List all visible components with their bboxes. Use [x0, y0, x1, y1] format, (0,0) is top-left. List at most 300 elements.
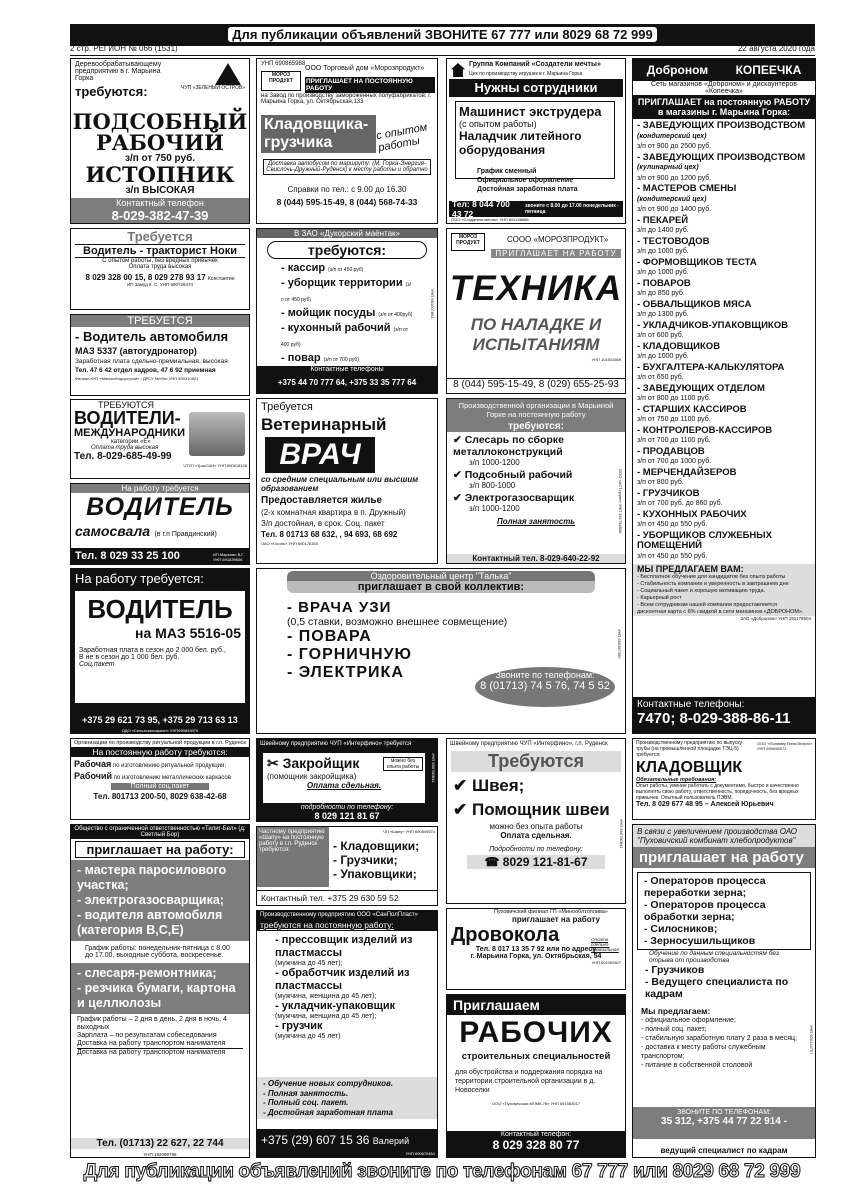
ad-org: Оздоровительный центр "Талька"	[287, 571, 595, 581]
benefit: Достойная заработная плата	[477, 186, 578, 193]
job-list	[447, 432, 625, 517]
pay: Зарплата – по результатам собеседования	[77, 1032, 217, 1039]
job-title: - кухонный рабочий	[281, 322, 394, 334]
job-title: Швея;	[471, 776, 525, 795]
job-title: ВОДИТЕЛЬ	[86, 493, 234, 521]
pay: Заработная плата сдельно-премиальная, высокая	[75, 358, 228, 365]
ad-tilig-bel	[70, 824, 250, 1158]
ad-mpmk-workers	[446, 994, 626, 1158]
contact-label: Контактный телефон:	[500, 1131, 572, 1138]
salary: (з/п от 400руб)	[378, 312, 413, 318]
job-title: - ГРУЗЧИКОВ	[637, 487, 700, 499]
unp: ООО «ПолимерТехноЭнерго» УНП 690655572	[757, 741, 813, 751]
ad-req: требуются на постоянную работу:	[257, 919, 437, 931]
salary: з/п до 1000 руб.	[637, 353, 689, 360]
salary: з/п от 800 руб.	[637, 479, 684, 486]
job-title: - СТАРШИХ КАССИРОВ	[637, 403, 747, 415]
job-note: (кондитерский цех)	[637, 132, 707, 140]
ad-org: Группа Компаний «Создатели мечты»	[469, 61, 601, 68]
phone: +375 29 621 73 95, +375 29 713 63 13	[82, 715, 238, 725]
job-title: - Грузчиков	[645, 964, 705, 976]
phone: Тел. 47 6 42 отдел кадров, 47 6 92 приемная	[75, 367, 216, 374]
ad-org: Швейному предприятию ЧУП «Интерфино», г.п. Руденск	[450, 741, 608, 747]
list-item	[637, 342, 811, 363]
job-title: - ГОРНИЧНУЮ	[287, 646, 413, 663]
unp: УНП 691007891	[430, 289, 435, 319]
ad-req: На постоянную работу требуются:	[71, 747, 249, 757]
job-list	[71, 963, 249, 1014]
ad-interfino-cutter	[256, 738, 438, 822]
unp: УНП 101501669	[591, 357, 621, 362]
phone-icon: ☎	[484, 855, 500, 869]
job-title: ✔ Электрогазосварщик	[453, 492, 575, 504]
ad-org: СООО «МОРОЗПРОДУКТ»	[507, 235, 609, 244]
job-title: - водителя автомобиля (категория В,С,Е)	[77, 908, 223, 937]
ad-req: требуются:	[447, 421, 625, 432]
job-title: - Силосников;	[644, 923, 718, 935]
job-title: - УБОРЩИКОВ СЛУЖЕБНЫХ ПОМЕЩЕНИЙ	[637, 529, 772, 551]
phone: +375 (29) 607 15 36	[261, 1133, 370, 1147]
offer-item: - Стабильность компании и уверенность в завтрашнем дне	[637, 581, 789, 587]
salary: з/п от 700 до 1100 руб.	[637, 437, 711, 444]
ad-maz-5337	[70, 314, 250, 396]
salary: з/п до 1000 руб.	[637, 269, 689, 276]
list-item	[637, 384, 811, 405]
benefit: - Достойная заработная плата	[263, 1107, 393, 1117]
salary: (з/п от 450 руб)	[281, 282, 412, 303]
job-title: - ЗАВЕДУЮЩИХ ОТДЕЛОМ	[637, 382, 765, 394]
list-item	[453, 492, 619, 513]
offer-item: - доставка к месту работы служебным транспортом;	[641, 1044, 766, 1060]
job-title: - Кладовщики;	[333, 839, 420, 853]
salary: з/п 1000-1200	[469, 458, 520, 467]
benefit: Соц.пакет	[79, 661, 115, 668]
offer-item: - полный соц. пакет;	[641, 1026, 707, 1033]
ad-interfino-seamstress	[446, 738, 626, 904]
job-title: - КОНТРОЛЕРОВ-КАССИРОВ	[637, 424, 773, 436]
ad-org: Общество с ограниченной ответственностью «Тилиг-Бел» (д. Светлый Бор)	[71, 825, 249, 839]
ad-morozproduct-storekeeper	[256, 58, 438, 224]
issue-date: 22 августа 2020 года	[737, 44, 815, 53]
job-note: можно без опыта работы	[489, 822, 583, 831]
job-title: ИСТОПНИК	[85, 162, 235, 187]
job-title: Кладовщика-грузчика	[261, 115, 376, 153]
offer-item: - Социальный пакет и хорошую мотивацию труда.	[637, 588, 766, 594]
unp: УНП 690780841	[619, 819, 624, 849]
benefit: Официальное оформление	[477, 177, 574, 184]
list-item	[453, 434, 619, 467]
ad-org: ООО Торговый дом «Морозпродукт»	[305, 65, 425, 72]
list-item	[637, 321, 811, 342]
offer-item: - Всем сотрудникам нашей компании предоставляется	[637, 602, 777, 608]
list-item	[637, 531, 811, 563]
contact-name: ведущий специалист по кадрам	[660, 1146, 788, 1155]
job-note: (0,5 ставки, возможно внешнее совмещение)	[287, 616, 508, 628]
ad-noki-tractor	[70, 228, 250, 310]
pay: Заработная плата в сезон до 2 000 бел. руб.,	[79, 647, 226, 654]
ad-metal-workshop	[446, 398, 626, 564]
ad-org: Организации по производству ритуальной продукции в г.п. Руденск	[74, 740, 246, 746]
ad-maz-5516	[70, 568, 250, 734]
job-title: - МАСТЕРОВ СМЕНЫ	[637, 183, 737, 194]
ad-lesok	[70, 58, 250, 224]
job-title: ВОДИТЕЛИ-	[74, 408, 181, 428]
job-title: МЕЖДУНАРОДНИКИ	[74, 427, 186, 439]
requirements: С опытом работы, без вредных привычек	[102, 258, 218, 264]
job-note: (мужчина, женщина до 45 лет);	[275, 1013, 377, 1020]
top-banner: Для публикации объявлений ЗВОНИТЕ 67 777 или 8029 68 72 999	[70, 24, 815, 46]
unp: ОАО «Гоголь» УНП 600176165	[261, 541, 318, 546]
list-item	[637, 405, 811, 426]
job-title: - КЛАДОВЩИКОВ	[637, 340, 721, 352]
unp: ЗАО «Доброном» УНП 191178504	[740, 616, 811, 621]
job-title: - резчика бумаги, картона и целлюлозы	[77, 981, 236, 1010]
job-title: - ВРАЧА УЗИ	[287, 599, 392, 616]
job-title: ✔ Подсобный рабочий	[453, 469, 573, 481]
job-note: (кондитерский цех)	[637, 195, 707, 203]
job-title: - ПОВАРА	[287, 628, 372, 645]
offer-item: - Карьерный рост	[637, 595, 682, 601]
phone: Тел. 8 029 33 25 100	[71, 548, 249, 564]
ad-req: ТРЕБУЕТСЯ	[71, 315, 249, 327]
salary: з/п 800-1000	[469, 481, 516, 490]
check-icon: ✔	[453, 776, 468, 795]
pay: Оплата сдельная.	[306, 781, 382, 790]
ad-invite: приглашает в свой коллектив:	[287, 581, 595, 593]
phone: Тел. 8 017 13 35 7 92 или по адресу	[475, 946, 597, 953]
ad-polimertechnoenergo	[632, 738, 816, 820]
job-desc: по изготовлению ритуальной продукции;	[112, 763, 227, 769]
bus-info: Доставка автобусом по маршруту: (М. Горка-Энергия-Свислочь-Дружный-Руденск) к месту работы и обратно	[263, 159, 431, 175]
location: (в г.п Правдинский)	[154, 531, 217, 538]
list-item	[637, 184, 811, 216]
salary: з/п от 700 до 1000 руб.	[637, 458, 712, 465]
unp: УНП 690387350	[617, 629, 622, 659]
salary: з/п до 1400 руб.	[637, 227, 689, 234]
job-title: - кассир	[281, 262, 329, 274]
job-note: (мужчина, женщина до 45 лет);	[275, 993, 377, 1000]
phone: +375 44 70 777 64, +375 33 35 777 64	[257, 373, 437, 393]
salary: (з/п от 400 руб)	[281, 327, 408, 348]
pay: Оплата сдельно-премиальная	[591, 937, 619, 952]
ad-invite: ПРИГЛАШАЕТ НА ПОСТОЯННУЮ РАБОТУ	[305, 77, 435, 93]
offer-item: дисконтная карта с 6% скидкой в сети магазинов «ДОБРОНОМ».	[637, 609, 804, 615]
phone: Тел: 8 044 700 43 72	[452, 199, 510, 219]
ad-sanpolplast	[256, 910, 438, 1158]
employment: Полная занятость	[496, 517, 576, 526]
phone: Тел. 8 029 677 48 95 – Алексей Юрьевич	[636, 801, 774, 808]
job-title: РАБОЧИХ	[459, 1016, 613, 1049]
benefit: Полный соц.пакет	[111, 783, 209, 790]
job-title: - Операторов процесса обработки зерна;	[644, 899, 766, 923]
list-item	[453, 469, 619, 490]
ad-sozdateli-mechty	[446, 58, 626, 224]
job-title: - ЗАВЕДУЮЩИХ ПРОИЗВОДСТВОМ	[637, 151, 806, 163]
ad-req: На работу требуется	[71, 484, 249, 493]
list-item	[281, 262, 413, 277]
contact-label: Контактные телефоны:	[637, 699, 745, 710]
list-item	[637, 300, 811, 321]
unp: ИП Марыгин В.Г. УНП 691839606	[213, 552, 245, 562]
ad-invite: Приглашаем	[447, 995, 625, 1015]
list-item	[637, 153, 811, 185]
ad-shapu	[256, 826, 438, 906]
offer-item: - питание в собственной столовой	[641, 1062, 753, 1069]
ad-org: Пуховичский филиал ГП «Минооблтоплива»	[493, 909, 608, 915]
contact-label: ЗВОНИТЕ ПО ТЕЛЕФОНАМ:	[677, 1109, 771, 1116]
job-title: КЛАДОВЩИК	[636, 759, 743, 776]
job-title: ВОДИТЕЛЬ	[87, 594, 233, 624]
job-desc: для обустройства и поддержания порядка на территории строительной организации в д. Новоселки	[455, 1069, 603, 1094]
phone: Тел. (01713) 22 627, 22 744	[71, 1138, 249, 1149]
job-title: - Упаковщики;	[333, 867, 417, 881]
salary: з/п до 850 руб.	[637, 290, 685, 297]
ad-minoblteplo	[446, 908, 626, 990]
contact-name: Валерий	[372, 1136, 410, 1146]
job-title: - электрогазосварщика;	[77, 893, 224, 907]
offer-item: - официальное оформление;	[641, 1017, 736, 1024]
offer-heading: Мы предлагаем:	[641, 1006, 711, 1016]
job-title: - ПРОДАВЦОВ	[637, 445, 705, 457]
phone: Тел. 8 01713 68 632, , 94 693, 68 692	[261, 530, 398, 539]
transport: Доставка на работу транспортом нанимателя	[77, 1048, 243, 1057]
job-subtitle: ИСПЫТАНИЯМ	[472, 335, 600, 354]
website-link[interactable]	[71, 223, 249, 224]
list-item	[275, 1000, 419, 1020]
job-title: Водитель - тракторист Ноки	[75, 244, 245, 258]
job-title: Наладчик литейного оборудования	[459, 129, 582, 157]
truck-icon	[189, 412, 245, 456]
job-title: Рабочий	[74, 771, 113, 781]
list-item	[275, 934, 419, 967]
unp: ООО «Пуховичская МПМК-78» УНП 691583017	[492, 1101, 580, 1106]
job-title: - ОБВАЛЬЩИКОВ МЯСА	[637, 298, 752, 310]
offer-list	[633, 1016, 815, 1070]
ad-sub: Цех по производству игрушек в г. Марьина Горка	[469, 71, 583, 77]
phone: 8 029 278 93 17	[147, 273, 206, 282]
salary: з/п от 450 до 550 руб.	[637, 521, 708, 528]
pay: Оплата труда высокая	[91, 445, 159, 451]
job-title: - ЭЛЕКТРИКА	[287, 664, 404, 681]
ad-talka	[256, 568, 626, 734]
ad-org: В ЗАО «Дукорский маёнтак»	[257, 229, 437, 238]
job-title: - уборщик территории	[281, 277, 406, 289]
bottom-banner: Для публикации объявлений звоните по телефонам 67 777 или 8029 68 72 999	[83, 1161, 801, 1182]
ad-req: требуются:	[75, 84, 148, 99]
list-item	[637, 237, 811, 258]
job-title: ПОДСОБНЫЙ	[72, 109, 248, 134]
unp: УНП 192099786	[143, 1152, 177, 1157]
salary: з/п от 900 до 2500 руб.	[637, 143, 712, 150]
salary: з/п от 750 руб.	[124, 153, 196, 164]
ad-puhovichi-kombinat	[632, 824, 816, 1158]
ad-invite: приглашает на работу	[633, 847, 815, 868]
contact-name: Константин	[207, 276, 235, 282]
list-item	[637, 426, 811, 447]
job-title: Рабочая	[74, 759, 112, 769]
offer-heading: МЫ ПРЕДЛАГАЕМ ВАМ:	[633, 564, 815, 574]
page-header	[70, 44, 815, 56]
list-item	[637, 363, 811, 384]
ad-org: Деревообрабатывающему предприятию в г. Марьина Горка	[75, 61, 162, 82]
salary: з/п от 750 до 1100 руб.	[637, 416, 711, 423]
job-title: ТЕХНИКА	[449, 269, 623, 308]
phone: 8 029 328 00 15,	[85, 273, 146, 282]
benefit-list	[257, 1077, 437, 1119]
unp: ООО «АСТ групп» УНП 191764808	[618, 469, 623, 534]
ad-req: ТРЕБУЮТСЯ	[97, 400, 154, 410]
ad-invite: приглашает на работу	[512, 915, 600, 924]
contact-label: Подробности по телефону:	[489, 846, 583, 853]
job-title: - грузчик	[275, 1020, 323, 1032]
ad-ritual	[70, 738, 250, 820]
job-list	[333, 839, 419, 881]
phone: Контактный тел. 8-029-640-22-92	[447, 554, 625, 563]
job-title: - Грузчики;	[333, 853, 398, 867]
job-title: - ПЕКАРЕЙ	[637, 214, 689, 226]
ad-dukor	[256, 228, 438, 394]
job-list	[637, 872, 811, 950]
job-title: Помощник швеи	[471, 800, 610, 819]
phone: Тел. 801713 200-50, 8029 638-42-68	[93, 792, 227, 801]
contact-label: Звоните по телефонам:	[495, 670, 595, 680]
offer-list	[633, 574, 815, 616]
hours: звоните с 8.00 до 17.00 понедельник - пятница	[525, 203, 619, 215]
requirements-heading: Обязательные требования:	[636, 777, 717, 783]
job-note: Обучение по данным специальностям без отрыва от производства	[649, 950, 779, 964]
job-title: - ФОРМОВЩИКОВ ТЕСТА	[637, 256, 757, 268]
list-item	[637, 447, 811, 468]
salary: з/п 1000-1200	[469, 504, 520, 513]
moroz-logo: МОРОЗ ПРОДУКТ	[451, 233, 485, 251]
ad-morozproduct-technician	[446, 228, 626, 394]
job-title: - КУХОННЫХ РАБОЧИХ	[637, 508, 747, 520]
job-subtitle: строительных специальностей	[461, 1051, 611, 1062]
job-note: можно без опыта работы	[383, 757, 423, 771]
unp: УНП 600124707	[809, 1025, 814, 1055]
job-title: - ПОВАРОВ	[637, 277, 691, 289]
job-title: - укладчик-упаковщик	[275, 1000, 396, 1012]
phone: 8 029 328 80 77	[492, 1138, 580, 1152]
job-title: ВРАЧ	[265, 437, 375, 473]
vehicle-model: МАЗ 5337 (автогудронатор)	[75, 346, 197, 356]
list-item	[637, 121, 811, 153]
ad-org: Производственному предприятию по выпуску трубы (на промышленной площадке ТЭЦ-5) требуется:	[636, 740, 743, 758]
salary: з/п ВЫСОКАЯ	[125, 185, 195, 196]
list-item	[637, 279, 811, 300]
job-title: - ТЕСТОВОДОВ	[637, 235, 710, 247]
job-title: - слесаря-ремонтника;	[77, 966, 217, 980]
job-title: РАБОЧИЙ	[96, 130, 224, 155]
job-title: - МЕРЧЕНДАЙЗЕРОВ	[637, 466, 737, 478]
unp: ООО «Создатели мечты» УНП 691158688	[451, 217, 529, 222]
offer-item: - Бесплатное обучение для кандидатов без опыта работы	[637, 574, 786, 580]
tree-icon	[215, 63, 241, 85]
category: категории «Е»	[111, 439, 151, 445]
schedule: График работы – 2 дня в день, 2 дня в ночь, 4 выходных	[77, 1016, 227, 1031]
experience: с опытом работы	[375, 121, 429, 155]
benefit: Предоставляется жилье	[261, 495, 383, 506]
unp: УНП 690865988	[261, 61, 306, 67]
job-title: - БУХГАЛТЕРА-КАЛЬКУЛЯТОРА	[637, 361, 785, 373]
list-item	[281, 277, 413, 307]
job-title: Машинист экструдера	[459, 104, 602, 119]
kopeechka-logo: КОПЕЕЧКА	[735, 63, 802, 77]
phone: Контактный тел. +375 29 630 59 52	[257, 890, 437, 905]
transport: Доставка на работу транспортом нанимателя	[77, 1040, 226, 1047]
offer-item: - стабильную заработную плату 2 раза в месяц;	[641, 1035, 797, 1042]
pay: В не в сезон до 1 000 бел. руб.	[79, 654, 180, 661]
job-note: (мужчина до 45 лет)	[275, 1033, 341, 1040]
pay: З/п достойная, в срок. Соц. пакет	[261, 519, 385, 528]
contact-label: подробности по телефону:	[300, 804, 394, 811]
scissors-icon: ✂	[267, 755, 279, 771]
salary: з/п от 900 до 1400 руб.	[637, 206, 712, 213]
ad-org: Производственному предприятию ООО «СанПолПласт»	[257, 911, 437, 919]
contact-label: Контактный телефон	[71, 198, 249, 208]
salary: з/п до 1000 руб.	[637, 248, 689, 255]
job-title: Дровокола	[451, 924, 560, 946]
unp: Филиал КУП «Минскоблдорстрой» - ДРСУ №«№» УНП 690310821	[75, 376, 199, 381]
phone: 8 029 121 81 67	[314, 811, 380, 821]
job-title: - повар	[281, 352, 324, 364]
ad-org: Сеть магазинов «Доброном» и дискаунтеров «Копеечка»	[650, 81, 798, 95]
salary: з/п от 650 руб.	[637, 374, 684, 381]
phone: 8 (044) 595-15-49, 8 (044) 568-74-33	[276, 197, 418, 207]
pay: Оплата труда высокая	[128, 264, 192, 270]
list-item	[281, 352, 413, 367]
phone: 8 (044) 595-15-49, 8 (029) 655-25-93	[447, 378, 625, 390]
salary: (з/п от 700 руб)	[323, 357, 359, 363]
ad-dump-truck-driver	[70, 483, 250, 565]
job-title: - Операторов процесса переработки зерна;	[644, 875, 766, 899]
ad-req: требуются:	[267, 241, 427, 259]
job-title: ✔ Слесарь по сборке металлоконструкций	[453, 434, 564, 458]
job-title: - мастера паросилового участка;	[77, 863, 227, 892]
job-title: - мойщик посуды	[281, 307, 379, 319]
logo-caption: ЧУП «ЗЕЛЕНЫЙ ОСТРОВ»	[181, 85, 245, 91]
ad-invite: ПРИГЛАШАЕТ НА РАБОТУ	[491, 249, 621, 258]
phone: Тел. 8-029-685-49-99	[74, 451, 172, 462]
issue-info: 2 стр. РЕГИОН № 066 (1531)	[70, 44, 178, 53]
ad-req: Требуются	[451, 751, 621, 772]
job-title: Закройщик	[282, 755, 360, 771]
salary: з/п от 900 до 1200 руб.	[637, 174, 712, 182]
ad-dobronom	[632, 58, 816, 734]
job-title: - Зерносушильщиков	[644, 935, 756, 947]
list-item	[281, 322, 413, 352]
job-title: - УКЛАДЧИКОВ-УПАКОВЩИКОВ	[637, 319, 788, 331]
list-item	[637, 216, 811, 237]
job-note: (мужчина до 45 лет);	[275, 960, 343, 967]
job-desc: по изготовлению металлических каркасов	[113, 775, 231, 781]
ad-org: В связи с увеличением производства ОАО "Пуховичский комбинат хлебопродуктов"	[633, 825, 815, 847]
ad-req: Требуется	[127, 229, 193, 244]
experience: (с опытом работы)	[459, 119, 537, 129]
job-title: - Ведущего специалиста по кадрам	[645, 976, 789, 1000]
phone: 7470; 8-029-388-86-11	[637, 710, 791, 727]
job-list	[633, 119, 815, 564]
list-item	[637, 468, 811, 489]
job-subtitle: ПО НАЛАДКЕ И	[470, 315, 602, 334]
phone: 35 312, +375 44 77 22 914 -	[661, 1116, 787, 1127]
salary: з/п от 800 до 1100 руб.	[637, 395, 711, 402]
job-title: - прессовщик изделий из пластмассы	[275, 934, 413, 959]
job-list	[257, 262, 437, 367]
dobronom-logo: Доброном	[646, 63, 709, 77]
job-list	[633, 964, 815, 1000]
requirements: со средним специальным или высшим образованием	[261, 475, 419, 493]
